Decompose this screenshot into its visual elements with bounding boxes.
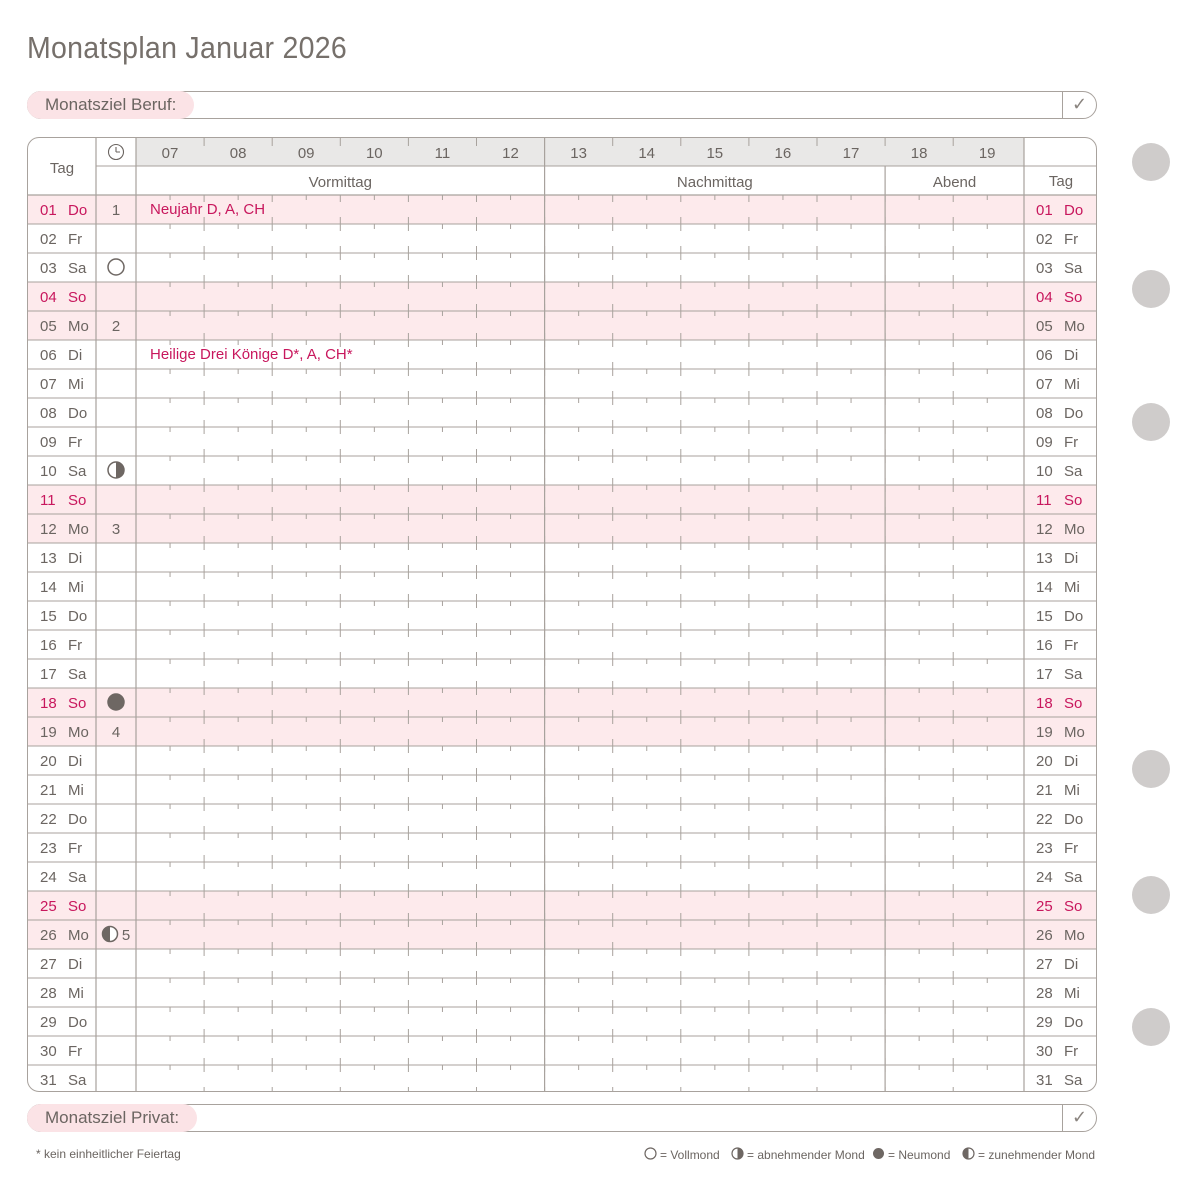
hour-label-08: 08 — [229, 145, 247, 162]
week-number: 4 — [111, 724, 121, 741]
weekday: Fr — [68, 637, 83, 654]
day-number-right: 09 — [1036, 434, 1053, 451]
page-title: Monatsplan Januar 2026 — [27, 30, 348, 65]
day-row-03[interactable] — [136, 253, 1024, 282]
weekday-right: So — [1064, 289, 1083, 306]
weekday-right: Sa — [1064, 666, 1083, 683]
day-number: 26 — [40, 927, 57, 944]
day-row-26[interactable] — [136, 920, 1024, 949]
weekday: Mi — [68, 579, 84, 596]
weekday-right: Mo — [1064, 927, 1085, 944]
weekday: Di — [68, 347, 83, 364]
punch-hole — [1132, 143, 1170, 181]
weekday-right: Mi — [1064, 985, 1080, 1002]
day-number-right: 11 — [1036, 492, 1052, 509]
day-number: 23 — [40, 840, 57, 857]
day-number: 09 — [40, 434, 57, 451]
day-row-16[interactable] — [136, 630, 1024, 659]
weekday: Do — [68, 811, 88, 828]
hour-label-19: 19 — [978, 145, 996, 162]
weekday-right: Do — [1064, 405, 1084, 422]
day-number: 19 — [40, 724, 57, 741]
weekday: So — [68, 289, 87, 306]
weekday: Fr — [68, 1043, 83, 1060]
weekday-right: Mi — [1064, 579, 1080, 596]
new-moon-icon — [108, 694, 124, 710]
weekday: Sa — [68, 869, 87, 886]
segment-abend: Abend — [932, 174, 977, 191]
weekday-right: Di — [1064, 550, 1079, 567]
weekday-right: Mi — [1064, 376, 1080, 393]
hour-label-10: 10 — [365, 145, 383, 162]
day-number: 07 — [40, 376, 57, 393]
day-row-19[interactable] — [136, 717, 1024, 746]
hour-label-13: 13 — [570, 145, 587, 162]
goal-work-check-icon[interactable]: ✓ — [1062, 92, 1096, 118]
weekday-right: So — [1064, 898, 1083, 915]
weekday-right: So — [1064, 695, 1083, 712]
day-number-right: 15 — [1036, 608, 1053, 625]
hour-label-07: 07 — [161, 145, 179, 162]
day-number: 27 — [40, 956, 57, 973]
day-number-right: 20 — [1036, 753, 1053, 770]
calendar-grid — [28, 138, 1097, 1092]
day-number: 17 — [40, 666, 57, 683]
weekday: Di — [68, 550, 83, 567]
weekday-right: Sa — [1064, 463, 1083, 480]
weekday-right: Fr — [1064, 1043, 1079, 1060]
clock-icon — [109, 145, 124, 160]
weekday-right: Mo — [1064, 318, 1085, 335]
day-number-right: 12 — [1036, 521, 1053, 538]
calendar-grid-frame — [27, 137, 1097, 1092]
weekday: So — [68, 695, 87, 712]
day-row-01[interactable] — [136, 195, 1024, 224]
hour-label-15: 15 — [706, 145, 724, 162]
weekday-right: Fr — [1064, 231, 1079, 248]
day-number-right: 03 — [1036, 260, 1053, 277]
weekday-right: So — [1064, 492, 1083, 509]
day-number-right: 25 — [1036, 898, 1053, 915]
day-number: 14 — [40, 579, 57, 596]
week-number: 1 — [111, 202, 121, 219]
week-number: 5 — [121, 927, 131, 944]
day-number: 12 — [40, 521, 57, 538]
weekday: Di — [68, 956, 83, 973]
hour-label-18: 18 — [910, 145, 928, 162]
day-number: 21 — [40, 782, 57, 799]
day-number: 06 — [40, 347, 57, 364]
day-row-08[interactable] — [136, 398, 1024, 427]
day-number: 05 — [40, 318, 57, 335]
weekday-right: Fr — [1064, 637, 1079, 654]
day-number-right: 26 — [1036, 927, 1053, 944]
day-row-20[interactable] — [136, 746, 1024, 775]
weekday-right: Fr — [1064, 840, 1079, 857]
day-row-31[interactable] — [136, 1065, 1024, 1092]
day-number-right: 13 — [1036, 550, 1053, 567]
weekday-right: Do — [1064, 608, 1084, 625]
day-row-06[interactable] — [136, 340, 1024, 369]
punch-hole — [1132, 876, 1170, 914]
goal-work-label: Monatsziel Beruf: — [27, 91, 194, 119]
weekday: Sa — [68, 666, 87, 683]
weekday-right: Do — [1064, 1014, 1084, 1031]
day-row-09[interactable] — [136, 427, 1024, 456]
weekday-right: Mo — [1064, 521, 1085, 538]
day-row-12[interactable] — [136, 514, 1024, 543]
day-number: 30 — [40, 1043, 57, 1060]
weekday: Sa — [68, 1072, 87, 1089]
day-number-right: 18 — [1036, 695, 1053, 712]
day-column-header-right: Tag — [1048, 173, 1074, 190]
weekday-right: Mi — [1064, 782, 1080, 799]
hour-label-09: 09 — [297, 145, 315, 162]
day-number-right: 22 — [1036, 811, 1053, 828]
weekday: Do — [68, 405, 88, 422]
day-number: 15 — [40, 608, 57, 625]
day-number-right: 05 — [1036, 318, 1053, 335]
day-number-right: 10 — [1036, 463, 1053, 480]
day-column-header: Tag — [49, 160, 75, 177]
day-row-15[interactable] — [136, 601, 1024, 630]
day-number-right: 28 — [1036, 985, 1053, 1002]
weekday-right: Mo — [1064, 724, 1085, 741]
day-row-21[interactable] — [136, 775, 1024, 804]
weekday: Mo — [68, 521, 89, 538]
day-row-23[interactable] — [136, 833, 1024, 862]
day-number-right: 21 — [1036, 782, 1053, 799]
weekday-right: Sa — [1064, 1072, 1083, 1089]
day-row-28[interactable] — [136, 978, 1024, 1007]
day-number-right: 23 — [1036, 840, 1053, 857]
day-number: 11 — [40, 492, 56, 509]
day-number: 13 — [40, 550, 57, 567]
day-number: 18 — [40, 695, 57, 712]
footnote: * kein einheitlicher Feiertag — [36, 1147, 181, 1161]
hour-label-14: 14 — [638, 145, 656, 162]
legend-waxing-moon: = zunehmender Mond — [962, 1147, 1095, 1163]
weekday: Mo — [68, 318, 89, 335]
day-number: 22 — [40, 811, 57, 828]
segment-nachmittag: Nachmittag — [676, 174, 753, 191]
segment-vormittag: Vormittag — [308, 174, 372, 191]
hour-label-17: 17 — [842, 145, 860, 162]
weekday: Mo — [68, 927, 89, 944]
weekday-right: Do — [1064, 202, 1084, 219]
day-row-07[interactable] — [136, 369, 1024, 398]
day-row-17[interactable] — [136, 659, 1024, 688]
waning-moon-icon — [108, 462, 124, 478]
weekday-right: Do — [1064, 811, 1084, 828]
day-number-right: 19 — [1036, 724, 1053, 741]
day-number-right: 14 — [1036, 579, 1053, 596]
day-row-27[interactable] — [136, 949, 1024, 978]
waning-moon-icon — [731, 1147, 744, 1163]
day-number: 16 — [40, 637, 57, 654]
weekday: Mi — [68, 985, 84, 1002]
day-row-10[interactable] — [136, 456, 1024, 485]
goal-work-field[interactable] — [27, 91, 1097, 119]
day-number: 31 — [40, 1072, 57, 1089]
weekday: Fr — [68, 231, 83, 248]
punch-hole — [1132, 1008, 1170, 1046]
day-number-right: 16 — [1036, 637, 1053, 654]
hour-label-16: 16 — [774, 145, 792, 162]
weekday: Sa — [68, 463, 87, 480]
day-number: 20 — [40, 753, 57, 770]
day-number: 28 — [40, 985, 57, 1002]
waxing-moon-icon — [103, 927, 118, 942]
day-row-05[interactable] — [136, 311, 1024, 340]
weekday: Mo — [68, 724, 89, 741]
day-number: 02 — [40, 231, 57, 248]
waxing-moon-icon — [962, 1147, 975, 1163]
day-number: 25 — [40, 898, 57, 915]
weekday: Do — [68, 1014, 88, 1031]
day-number-right: 31 — [1036, 1072, 1053, 1089]
day-row-14[interactable] — [136, 572, 1024, 601]
weekday-right: Fr — [1064, 434, 1079, 451]
goal-private-check-icon[interactable]: ✓ — [1062, 1105, 1096, 1131]
day-row-02[interactable] — [136, 224, 1024, 253]
goal-work-input[interactable] — [228, 94, 1056, 118]
weekday: Do — [68, 202, 88, 219]
hour-label-12: 12 — [502, 145, 519, 162]
day-row-25[interactable] — [136, 891, 1024, 920]
legend-waning-moon: = abnehmender Mond — [731, 1147, 865, 1163]
weekday-right: Di — [1064, 347, 1079, 364]
legend-full-moon: = Vollmond — [644, 1147, 720, 1163]
day-row-24[interactable] — [136, 862, 1024, 891]
day-number: 10 — [40, 463, 57, 480]
weekday: Fr — [68, 434, 83, 451]
day-row-04[interactable] — [136, 282, 1024, 311]
legend-new-moon: = Neumond — [872, 1147, 950, 1163]
day-number-right: 02 — [1036, 231, 1053, 248]
week-number: 3 — [111, 521, 121, 538]
day-number: 04 — [40, 289, 57, 306]
weekday: Mi — [68, 782, 84, 799]
day-number: 29 — [40, 1014, 57, 1031]
punch-hole — [1132, 403, 1170, 441]
day-row-29[interactable] — [136, 1007, 1024, 1036]
week-number: 2 — [111, 318, 121, 335]
hour-label-11: 11 — [434, 145, 451, 162]
weekday-right: Di — [1064, 956, 1079, 973]
day-number-right: 24 — [1036, 869, 1053, 886]
day-number-right: 29 — [1036, 1014, 1053, 1031]
goal-private-label: Monatsziel Privat: — [27, 1104, 197, 1132]
goal-private-field[interactable] — [27, 1104, 1097, 1132]
day-number: 03 — [40, 260, 57, 277]
weekday: So — [68, 492, 87, 509]
day-number: 08 — [40, 405, 57, 422]
day-number-right: 27 — [1036, 956, 1053, 973]
weekday-right: Sa — [1064, 869, 1083, 886]
day-number-right: 06 — [1036, 347, 1053, 364]
new-moon-icon — [872, 1147, 885, 1163]
weekday-right: Di — [1064, 753, 1079, 770]
day-number-right: 17 — [1036, 666, 1053, 683]
weekday: Do — [68, 608, 88, 625]
day-number-right: 01 — [1036, 202, 1053, 219]
day-row-13[interactable] — [136, 543, 1024, 572]
day-number-right: 30 — [1036, 1043, 1053, 1060]
day-row-30[interactable] — [136, 1036, 1024, 1065]
punch-hole — [1132, 750, 1170, 788]
day-number: 24 — [40, 869, 57, 886]
day-row-18[interactable] — [136, 688, 1024, 717]
punch-hole — [1132, 270, 1170, 308]
weekday: Mi — [68, 376, 84, 393]
day-row-11[interactable] — [136, 485, 1024, 514]
full-moon-icon — [108, 259, 124, 275]
weekday: Sa — [68, 260, 87, 277]
weekday-right: Sa — [1064, 260, 1083, 277]
day-row-22[interactable] — [136, 804, 1024, 833]
weekday: Fr — [68, 840, 83, 857]
weekday: Di — [68, 753, 83, 770]
day-number-right: 08 — [1036, 405, 1053, 422]
day-number-right: 07 — [1036, 376, 1053, 393]
full-moon-icon — [644, 1147, 657, 1163]
day-number: 01 — [40, 202, 57, 219]
goal-private-input[interactable] — [228, 1107, 1056, 1131]
weekday: So — [68, 898, 87, 915]
day-number-right: 04 — [1036, 289, 1053, 306]
